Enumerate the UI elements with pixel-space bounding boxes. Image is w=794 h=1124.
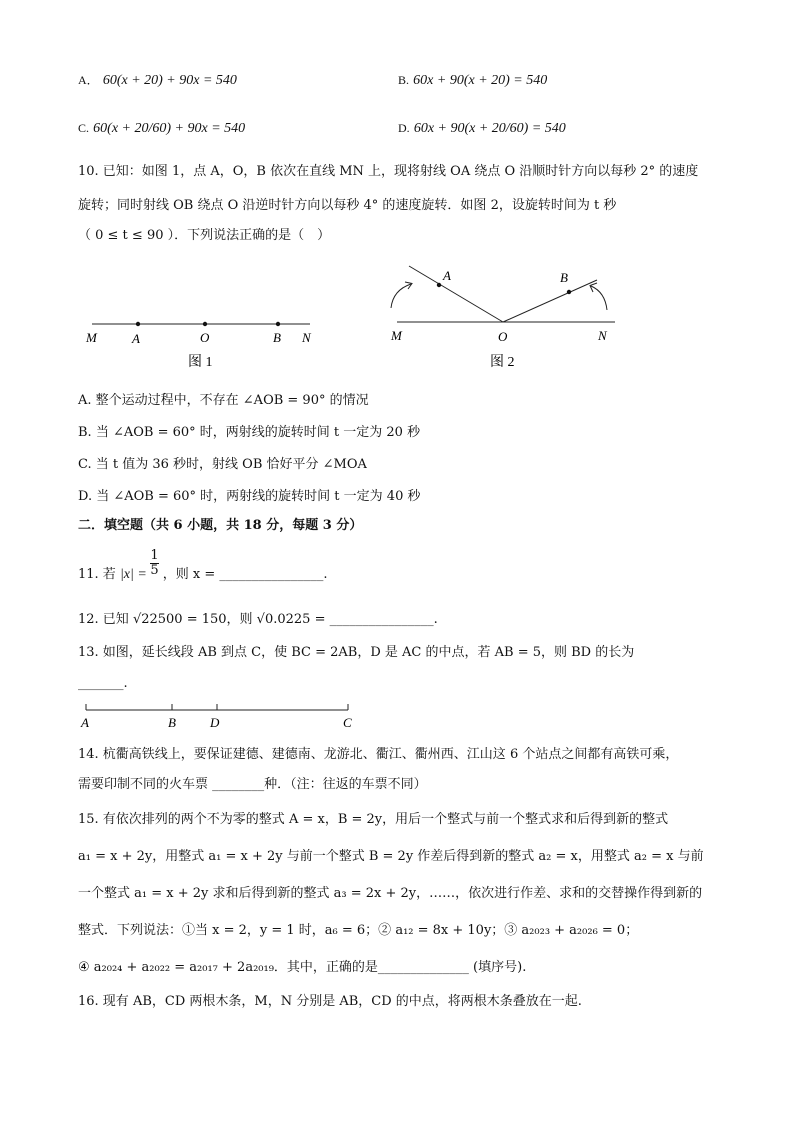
q9-option-d: D. 60x + 90(x + 20/60) = 540 [398,121,566,136]
q13-figure [78,700,378,732]
ray-oa [409,266,503,322]
q9-option-c: C. 60(x + 20/60) + 90x = 540 [78,121,246,136]
point-b [276,322,280,326]
point-a [437,283,441,287]
q9-option-b: B. 60x + 90(x + 20) = 540 [398,73,548,88]
q9-option-c-expr: 60(x + 20/60) + 90x = 540 [93,121,246,136]
fig1-caption: 图 1 [188,355,213,370]
label-n: N [598,328,607,343]
q15-line3: 一个整式 a₁ = x + 2y 求和后得到新的整式 a₃ = 2x + 2y，……，依次进行作差、求和的交替操作得到新的 [78,886,703,901]
label-o: O [200,330,210,345]
label-n: N [302,330,311,345]
section-2-title: 二．填空题（共 6 小题，共 18 分，每题 3 分） [78,518,363,533]
q10-option-d: D. 当 ∠AOB = 60° 时，两射线的旋转时间 t 一定为 40 秒 [78,489,421,504]
label-d: D [210,715,220,730]
q11-text: 11. 若 |x| = $\frac{1}{5}$ ，则 x = ________________. [78,548,328,582]
fraction-one-fifth: $\frac{1}{5}$ [150,548,159,578]
fig2-caption: 图 2 [490,355,515,370]
q9-option-a-expr: 60(x + 20) + 90x = 540 [102,73,237,88]
point-b [567,290,571,294]
ray-ob [503,280,597,322]
q15-line1: 15. 有依次排列的两个不为零的整式 A = x，B = 2y，用后一个整式与前一个整式求和后得到新的整式 [78,812,669,827]
q10-line3: （ 0 ≤ t ≤ 90 ）．下列说法正确的是（ ） [78,228,331,243]
point-a [136,322,140,326]
q14-line1: 14. 杭衢高铁线上，要保证建德、建德南、龙游北、衢江、衢州西、江山这 6 个站点之间都有高铁可乘， [78,747,679,762]
label-b: B [168,715,176,730]
q10-option-c: C. 当 t 值为 36 秒时，射线 OB 恰好平分 ∠MOA [78,457,367,472]
q13-line1: 13. 如图，延长线段 AB 到点 C，使 BC = 2AB，D 是 AC 的中点，若 AB = 5，则 BD 的长为 [78,645,635,660]
q15-line4: 整式．下列说法：①当 x = 2，y = 1 时，a₆ = 6；② a₁₂ = 8x + 10y；③ a₂₀₂₃ + a₂₀₂₆ = 0； [78,923,639,938]
label-a: A [81,715,89,730]
q15-line5: ④ a₂₀₂₄ + a₂₀₂₂ = a₂₀₁₇ + 2a₂₀₁₉．其中，正确的是______________ (填序号). [78,960,527,975]
label-b: B [560,270,568,285]
counterclockwise-arrow-icon [591,286,607,310]
q10-figure-1 [80,300,330,375]
q10-figure-2 [385,258,625,378]
q13-line2: _______. [78,676,128,691]
q15-line2: a₁ = x + 2y，用整式 a₁ = x + 2y 与前一个整式 B = 2y 作差后得到新的整式 a₂ = x，用整式 a₂ = x 与前 [78,849,704,864]
label-a: A [132,331,140,346]
q10-option-b: B. 当 ∠AOB = 60° 时，两射线的旋转时间 t 一定为 20 秒 [78,425,421,440]
q10-line2: 旋转；同时射线 OB 绕点 O 沿逆时针方向以每秒 4° 的速度旋转．如图 2，设旋转时间为 t 秒 [78,198,617,213]
q9-option-b-expr: 60x + 90(x + 20) = 540 [413,73,548,88]
q9-option-d-expr: 60x + 90(x + 20/60) = 540 [413,121,566,136]
label-m: M [86,330,97,345]
label-o: O [498,329,508,344]
label-b: B [273,330,281,345]
label-a: A [443,268,451,283]
point-o [203,322,207,326]
q10-line1: 10. 已知：如图 1，点 A，O，B 依次在直线 MN 上，现将射线 OA 绕点 O 沿顺时针方向以每秒 2° 的速度 [78,164,699,179]
q16-line1: 16. 现有 AB，CD 两根木条，M，N 分别是 AB，CD 的中点，将两根木条叠放在一起. [78,994,582,1009]
q10-option-a: A. 整个运动过程中，不存在 ∠AOB = 90° 的情况 [78,393,369,408]
q9-option-a: A． 60(x + 20) + 90x = 540 [78,73,237,88]
q12-text: 12. 已知 √22500 = 150，则 √0.0225 = ________________. [78,612,438,627]
label-m: M [391,328,402,343]
q14-line2: 需要印制不同的火车票 ________种．（注：往返的车票不同） [78,777,427,792]
clockwise-arrow-icon [391,284,411,308]
label-c: C [343,715,352,730]
